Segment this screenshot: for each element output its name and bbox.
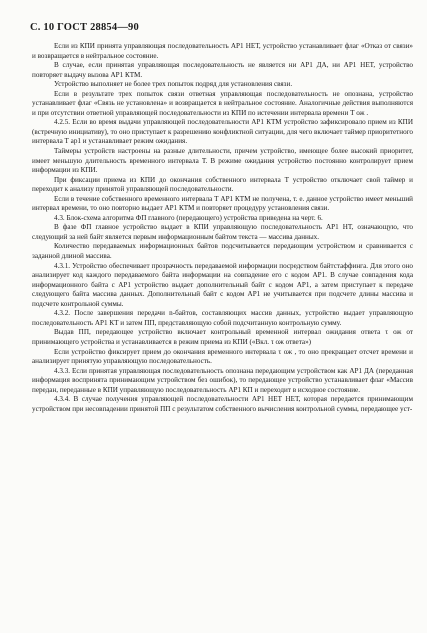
paragraph: При фиксации приема из КПИ до окончания собственного интервала Т устройство отключает свой таймер и переходит к анализу принятой управляющей последовательности. <box>32 175 413 194</box>
paragraph: 4.3.1. Устройство обеспечивает прозрачность передаваемой информации посредством байтстаффинга. Для этого оно анализирует код каждого передаваемого байта информации на совпадение его с кодом АР1. В случае совпадения кода информационного байта с АР1 устройство выдает дополнительный байт с кодом АР1, а затем приступает к передаче следующего байта массива данных. Дополнительный байт с кодом АР1 не учитывается при подсчете длины массива и подсчете контрольной суммы. <box>32 261 413 308</box>
paragraph: 4.3.2. После завершения передачи n-байтов, составляющих массив данных, устройство выдает управляющую последовательность АР1 КТ и затем ПП, представляющую собой подсчитанную контрольную сумму. <box>32 309 413 327</box>
paragraph: Выдав ПП, передающее устройство включает контрольный временной интервал ожидания ответа τ ож от принимающего устройства и устанавливается в режим приема из КПИ («Вкл. τ ож ответа») <box>32 328 413 346</box>
paragraph: 4.3. Блок-схема алгоритма ФП главного (передающего) устройства приведена на черт. 6. <box>54 213 323 222</box>
paragraph: Количество передаваемых информационных байтов подсчитывается передающим устройством и сравнивается с заданной длиной массива. <box>32 242 413 261</box>
body-text <box>32 42 413 414</box>
paragraph: Если устройство фиксирует прием до окончания временного интервала τ ож , то оно прекращает отсчет времени и анализирует принятую управляющую последовательность. <box>32 347 413 366</box>
paragraph: Если в результате трех попыток связи ответная управляющая последовательность не опознана, устройство устанавливает флаг «Связь не установлена» и возвращается в нейтральное состояние. Аналогичные действия выполняются и при отсутствии ответной управляющей последовательности из КПИ по истечении интервала времени Т ож . <box>32 89 413 117</box>
paragraph: 4.2.5. Если во время выдачи управляющей последовательности АР1 КТМ устройство зафиксировало прием из КПИ (встречную инициативу), то оно приступает к разрешению конфликтной ситуации, для чего включает таймер приоритетного интервала Т ар1 и устанавливает режим ожидания. <box>32 118 413 146</box>
paragraph: В случае, если принятая управляющая последовательность не является ни АР1 ДА, ни АР1 НЕТ, устройство повторяет выдачу вызова АР1 КТМ. <box>32 61 413 79</box>
paragraph: Если из КПИ принята управляющая последовательность АР1 НЕТ, устройство устанавливает флаг «Отказ от связи» и возвращается в нейтральное состояние. <box>32 42 413 60</box>
paragraph: В фазе ФП главное устройство выдает в КПИ управляющую последовательность АР1 НТ, означающую, что следующий за ней байт является первым информационным байтом текста — массива данных. <box>32 223 413 241</box>
paragraph: Если в течение собственного временного интервала Т АР1 КТМ не получена, т. е. данное устройство имеет меньший интервал времени, то оно повторно выдает АР1 КТМ и повторяет процедуру установления связи. <box>32 194 413 213</box>
paragraph: Таймеры устройств настроены на разные длительности, причем устройство, имеющее более высокий приоритет, имеет меньшую длительность временного интервала Т. В режиме ожидания устройство постоянно контролирует прием информации из КПИ. <box>32 147 413 175</box>
paragraph: 4.3.4. В случае получения управляющей последовательности АР1 НЕТ НЕТ, которая передается принимающим устройством при несовпадении принятой ПП с результатом собственного вычисления контрольной суммы, передающее уст- <box>32 395 413 413</box>
paragraph: Устройство выполняет не более трех попыток подряд для установления связи. <box>54 80 293 89</box>
page-header: С. 10 ГОСТ 28854—90 <box>30 22 139 33</box>
paragraph: 4.3.3. Если принятая управляющая последовательность опознана передающим устройством как АР1 ДА (переданная информация воспринята принимающим устройством без ошибок), то передающее устройство устанавливает флаг «Массив передан, переданные в КПИ управляющую последовательность АР1 КП и переходит в исходное состояние. <box>32 366 413 394</box>
